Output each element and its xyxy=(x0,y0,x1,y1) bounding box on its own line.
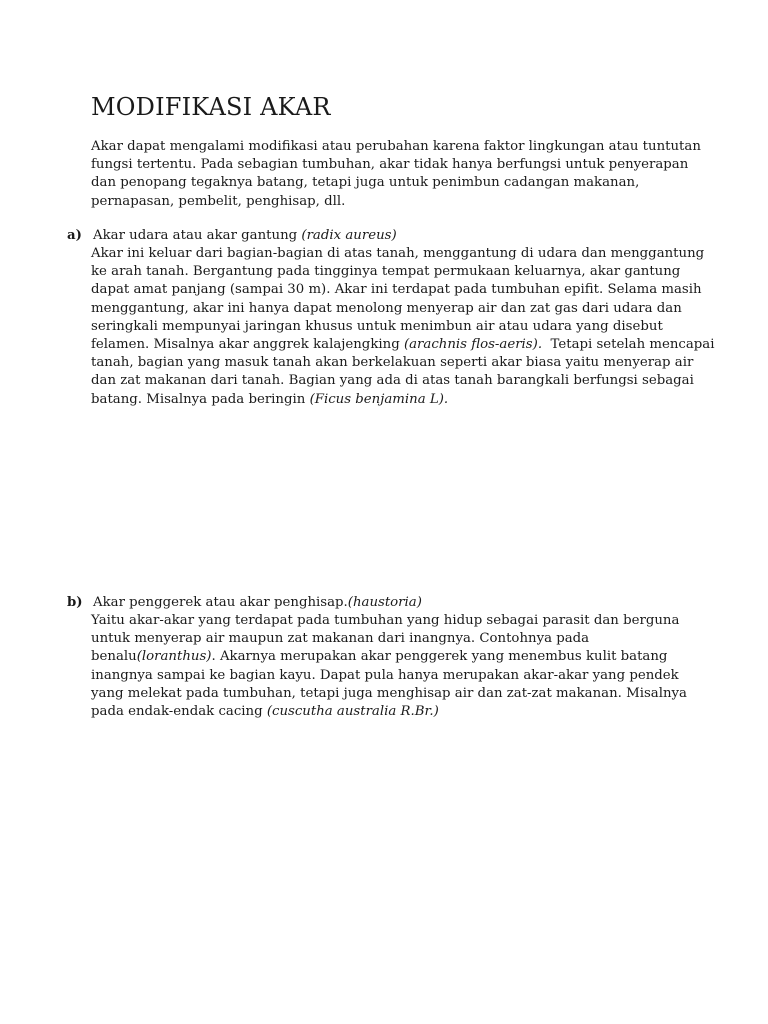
section-b-heading-latin: (haustoria) xyxy=(347,595,422,610)
section-a-line: ke arah tanah. Bergantung pada tingginya tempat permukaan keluarnya, akar gantung xyxy=(91,264,681,280)
section-a-paragraph xyxy=(91,245,714,409)
section-a-line: tanah, bagian yang masuk tanah akan berkelakuan seperti akar biasa yaitu menyerap air xyxy=(91,355,694,371)
section-b-line: Yaitu akar-akar yang terdapat pada tumbuhan yang hidup sebagai parasit dan berguna xyxy=(91,613,680,628)
section-b-line: yang melekat pada tumbuhan, tetapi juga menghisap air dan zat-zat makanan. Misalnya xyxy=(91,685,687,701)
section-b-line: untuk menyerap air maupun zat makanan dari inangnya. Contohnya pada xyxy=(91,631,590,647)
section-a-line: seringkali mempunyai jaringan khusus untuk menimbun air atau udara yang disebut xyxy=(91,318,663,334)
section-a-line: dapat amat panjang (sampai 30 m). Akar ini terdapat pada tumbuhan epifit. Selama masih xyxy=(91,282,702,298)
section-b-marker: b) xyxy=(67,595,83,610)
section-b-paragraph xyxy=(91,612,687,721)
section-b-line xyxy=(91,648,687,666)
section-a-line xyxy=(91,391,714,409)
section-b-line: inangnya sampai ke bagian kayu. Dapat pula hanya merupakan akar-akar yang pendek xyxy=(91,667,679,683)
section-a-line xyxy=(91,336,714,354)
section-b-line3-tail: . Akarnya merupakan akar penggerek yang menembus kulit batang xyxy=(211,649,668,665)
section-b-line6-latin: (cuscutha australia R.Br.) xyxy=(266,704,439,720)
section-a-line: Akar ini keluar dari bagian-bagian di atas tanah, menggantung di udara dan menggantung xyxy=(91,246,705,261)
section-a-line6-tail: Tetapi setelah mencapai xyxy=(542,337,715,353)
intro-line: fungsi tertentu. Pada sebagian tumbuhan, akar tidak hanya berfungsi untuk penyerapan xyxy=(91,157,689,173)
intro-line: dan penopang tegaknya batang, tetapi juga untuk penimbun cadangan makanan, xyxy=(91,175,640,191)
section-a-line: dan zat makanan dari tanah. Bagian yang ada di atas tanah barangkali berfungsi sebagai xyxy=(91,373,694,389)
intro-line: Akar dapat mengalami modifikasi atau perubahan karena faktor lingkungan atau tuntutan xyxy=(91,139,701,154)
section-a-heading xyxy=(93,227,397,245)
intro-line: pernapasan, pembelit, penghisap, dll. xyxy=(91,193,346,209)
section-a-line9-latin: (Ficus benjamina L). xyxy=(309,391,449,407)
section-a-heading-latin: (radix aureus) xyxy=(301,228,397,243)
section-b-heading xyxy=(93,594,422,612)
section-b-heading-text: Akar penggerek atau akar penghisap. xyxy=(93,595,348,610)
section-b-line3-text: benalu xyxy=(91,649,137,665)
section-a-line9-text: batang. Misalnya pada beringin xyxy=(91,391,310,407)
intro-paragraph xyxy=(91,138,701,211)
section-b-line3-latin: (loranthus) xyxy=(136,649,212,665)
document-title: MODIFIKASI AKAR xyxy=(91,93,331,121)
section-a-line: menggantung, akar ini hanya dapat menolong menyerap air dan zat gas dari udara dan xyxy=(91,300,682,316)
section-a-line6-text: felamen. Misalnya akar anggrek kalajengking xyxy=(91,337,404,353)
section-b-line xyxy=(91,703,687,721)
section-a-line6-latin: (arachnis flos-aeris). xyxy=(403,337,543,353)
section-a-marker: a) xyxy=(67,228,82,243)
section-a-heading-text: Akar udara atau akar gantung xyxy=(93,228,302,243)
section-b-line6-text: pada endak-endak cacing xyxy=(91,704,267,720)
